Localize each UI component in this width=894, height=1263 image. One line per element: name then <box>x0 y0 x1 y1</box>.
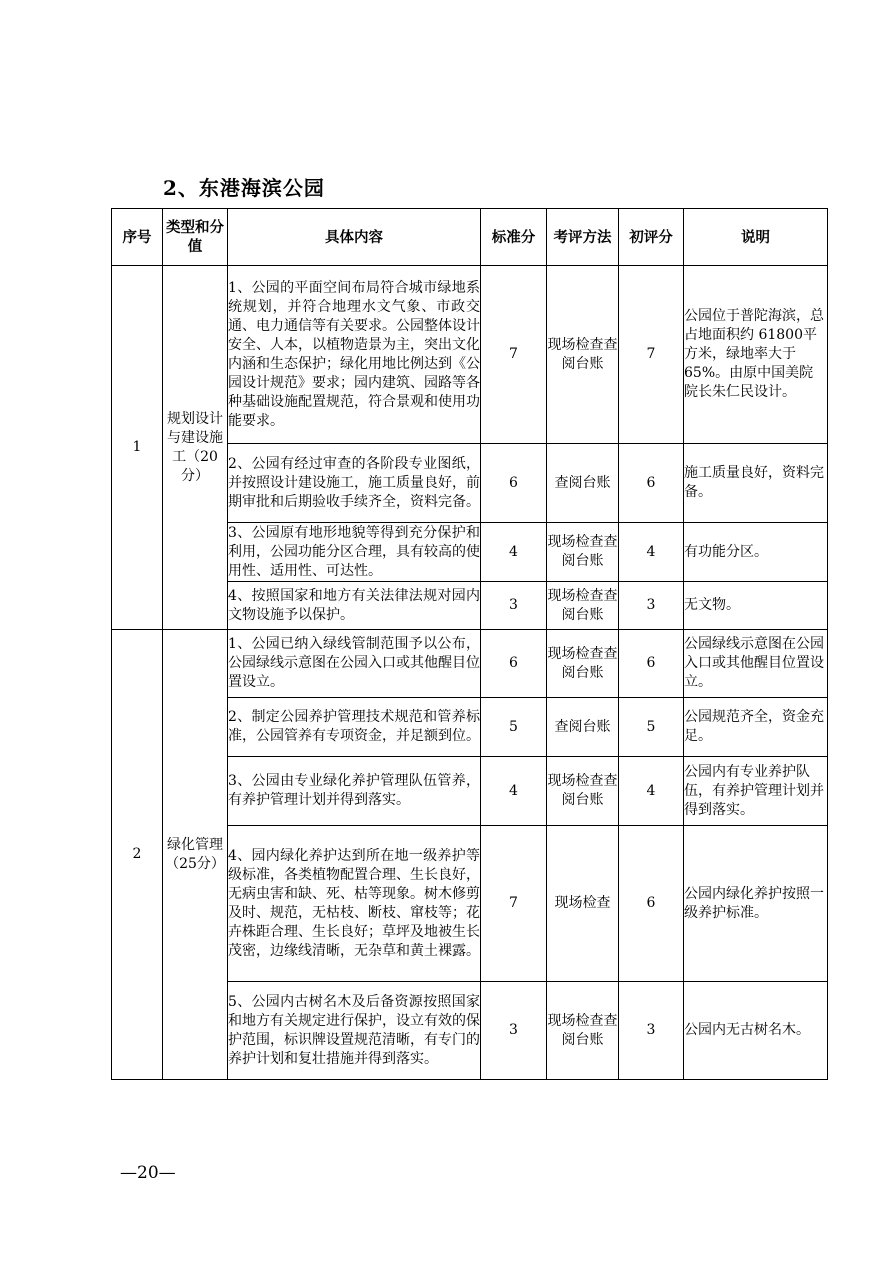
method-cell: 查阅台账 <box>547 698 619 757</box>
section-title: 2、东港海滨公园 <box>163 176 325 200</box>
header-method: 考评方法 <box>547 209 619 266</box>
method-cell: 现场检查查阅台账 <box>547 757 619 826</box>
content-cell: 2、公园有经过审查的各阶段专业图纸，并按照设计建设施工，施工质量良好，前期审批和后期验收手续齐全，资料完备。 <box>228 444 481 523</box>
note-cell: 公园内无古树名木。 <box>684 982 828 1080</box>
method-cell: 现场检查 <box>547 826 619 982</box>
group-seq: 1 <box>112 266 163 630</box>
content-cell: 2、制定公园养护管理技术规范和管养标准，公园管养有专项资金，并足额到位。 <box>228 698 481 757</box>
group-seq: 2 <box>112 630 163 1080</box>
initial-score: 7 <box>619 266 684 444</box>
header-seq: 序号 <box>112 209 163 266</box>
initial-score: 6 <box>619 630 684 698</box>
evaluation-table <box>111 208 828 1080</box>
note-cell: 无文物。 <box>684 582 828 630</box>
note-cell: 有功能分区。 <box>684 523 828 582</box>
content-cell: 3、公园原有地形地貌等得到充分保护和利用，公园功能分区合理，具有较高的使用性、适用性、可达性。 <box>228 523 481 582</box>
table-row <box>112 630 828 698</box>
standard-score: 6 <box>481 444 547 523</box>
method-cell: 现场检查查阅台账 <box>547 582 619 630</box>
initial-score: 5 <box>619 698 684 757</box>
note-cell: 公园位于普陀海滨，总占地面积约 61800平方米，绿地率大于65%。由原中国美院院长朱仁民设计。 <box>684 266 828 444</box>
standard-score: 3 <box>481 982 547 1080</box>
header-initial: 初评分 <box>619 209 684 266</box>
header-standard: 标准分 <box>481 209 547 266</box>
note-cell: 公园内有专业养护队伍，有养护管理计划并得到落实。 <box>684 757 828 826</box>
standard-score: 4 <box>481 757 547 826</box>
standard-score: 7 <box>481 266 547 444</box>
initial-score: 6 <box>619 444 684 523</box>
initial-score: 4 <box>619 757 684 826</box>
table-row <box>112 266 828 444</box>
note-cell: 公园绿线示意图在公园入口或其他醒目位置设立。 <box>684 630 828 698</box>
standard-score: 5 <box>481 698 547 757</box>
standard-score: 3 <box>481 582 547 630</box>
content-cell: 5、公园内古树名木及后备资源按照国家和地方有关规定进行保护，设立有效的保护范围，标识牌设置规范清晰，有专门的养护计划和复壮措施并得到落实。 <box>228 982 481 1080</box>
note-cell: 公园内绿化养护按照一级养护标准。 <box>684 826 828 982</box>
method-cell: 现场检查查阅台账 <box>547 523 619 582</box>
initial-score: 3 <box>619 982 684 1080</box>
content-cell: 1、公园已纳入绿线管制范围予以公布，公园绿线示意图在公园入口或其他醒目位置设立。 <box>228 630 481 698</box>
note-cell: 施工质量良好，资料完备。 <box>684 444 828 523</box>
method-cell: 现场检查查阅台账 <box>547 630 619 698</box>
method-cell: 现场检查查阅台账 <box>547 982 619 1080</box>
header-note: 说明 <box>684 209 828 266</box>
header-content: 具体内容 <box>228 209 481 266</box>
standard-score: 6 <box>481 630 547 698</box>
header-type: 类型和分值 <box>163 209 228 266</box>
content-cell: 1、公园的平面空间布局符合城市绿地系统规划，并符合地理水文气象、市政交通、电力通信等有关要求。公园整体设计安全、人本，以植物造景为主，突出文化内涵和生态保护；绿化用地比例达到《公园设计规范》要求；园内建筑、园路等各种基础设施配置规范，符合景观和使用功能要求。 <box>228 266 481 444</box>
note-cell: 公园规范齐全，资金充足。 <box>684 698 828 757</box>
page-number: —20— <box>120 1163 176 1183</box>
content-cell: 3、公园由专业绿化养护管理队伍管养，有养护管理计划并得到落实。 <box>228 757 481 826</box>
method-cell: 查阅台账 <box>547 444 619 523</box>
group-type: 规划设计与建设施工（20分） <box>163 266 228 630</box>
standard-score: 7 <box>481 826 547 982</box>
standard-score: 4 <box>481 523 547 582</box>
group-type: 绿化管理（25分） <box>163 630 228 1080</box>
table-header-row <box>112 209 828 266</box>
content-cell: 4、园内绿化养护达到所在地一级养护等级标准，各类植物配置合理、生长良好，无病虫害和缺、死、枯等现象。树木修剪及时、规范，无枯枝、断枝、窜枝等；花卉株距合理、生长良好；草坪及地被生长茂密，边缘线清晰，无杂草和黄土裸露。 <box>228 826 481 982</box>
initial-score: 4 <box>619 523 684 582</box>
initial-score: 6 <box>619 826 684 982</box>
content-cell: 4、按照国家和地方有关法律法规对园内文物设施予以保护。 <box>228 582 481 630</box>
initial-score: 3 <box>619 582 684 630</box>
method-cell: 现场检查查阅台账 <box>547 266 619 444</box>
